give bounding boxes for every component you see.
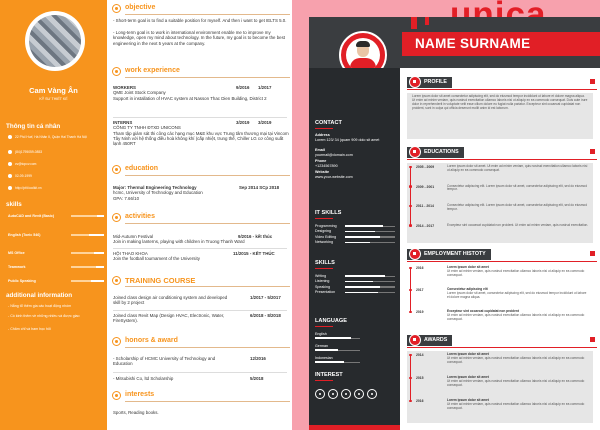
contact-website: http://ptit.toolkit.vn [8,186,104,190]
educations-header: EDUCATIONS [407,146,597,160]
skill-item [315,290,395,295]
contact-label: Email [315,148,325,152]
full-name: NAME SURNAME [415,36,531,51]
language-bar [315,362,360,363]
skills-heading: SKILLS [315,260,335,266]
skill-bar [345,286,395,287]
contact-item [315,133,395,142]
education-item: Major: Thermal Engineering Technology Sep 2014 SCp 2018 hcmc, University of Technology and Education GPA: 7.66/10 [113,185,280,201]
profile-header: PROFILE [407,76,597,90]
contact-email: cv@topcv.com [8,162,104,166]
awards-header: AWARDS [407,334,597,348]
skill-item [315,224,395,229]
graduation-cap-icon [409,146,421,158]
education-section-header: education [110,164,290,176]
camera-icon [328,389,338,399]
calendar-icon [8,174,12,178]
objective-text: - Short-term goal is to find a suitable position for myself. And then i want to get IELTS 5.0. [113,18,287,23]
timeline-years: 2014 - 2017 [416,223,435,228]
language-bar [315,350,360,351]
interest-icons [315,389,377,399]
skill-item [8,251,104,262]
timeline-dot [409,205,412,208]
skill-bar-fill [71,215,97,217]
timeline-years: 2016 [416,399,424,403]
skill-item [315,285,395,290]
skill-item [315,229,395,234]
skill-label: Teamwork [8,265,26,269]
timeline-years: 2011 - 2014 [416,204,434,208]
skill-bar [71,234,104,236]
skills-heading: skills [6,201,22,208]
skill-item [315,240,395,245]
skill-bar [71,280,104,282]
skill-label: Public Speaking [8,279,36,283]
skill-bar-fill [71,266,96,268]
skill-bar [345,236,395,237]
candidate-name: Cam Vàng Ân [29,86,78,95]
briefcase-icon [112,67,121,76]
work-item: INTERNS 3/2019 3/2019 CÔNG TY TNHH ĐTXD UNICONS Tham tập giám sát thi công các hạng mục M&E khu vực Trung tâm thương mại tại Vincom Tây Ninh với hệ thống điều hoà không khí (cấp nhiệt, trung thế, Chiller LG cơ công suất lạnh 450RT [113,120,289,147]
interest-heading: INTEREST [315,372,343,378]
contact-item [315,170,395,179]
contact-item [315,159,395,168]
timeline-desc: Consectetur adipiscing elit. Lorem ipsum dolor sit amet, consectetur adipiscing elit, sed do eiusmod tempor. [447,203,587,211]
skill-bar [71,266,104,268]
timeline-text [447,266,589,278]
info-item: - Có kinh thêm về những nhiều và được giao [8,314,80,318]
language-bar-fill [315,337,351,339]
skill-item [8,214,104,225]
timeline-years: 2005 - 2009 [416,165,435,169]
it-skills-heading: IT SKILLS [315,210,342,216]
timeline-item [407,266,593,287]
timeline-text [447,376,589,388]
training-item: Joined class Revit Map (Design HVAC, Electronic, Water, FireSystem). 6/2018 - 8/2018 [113,313,281,324]
pixelated-avatar [25,11,85,71]
skill-item [315,279,395,284]
info-item: - Chăm chỉ và ham học hỏi [8,327,51,331]
employment-header: EMPLOYMENT HISTOTY [407,248,597,262]
timeline-dot [409,224,412,227]
skill-bar [345,226,395,227]
contact-birthday: 02-09-1999 [8,174,104,178]
skill-label: Writing [315,274,327,278]
timeline-text [447,310,589,322]
timeline-title: Excepteur sint occaecat cupidatat non proident [447,309,519,313]
activity-item: Mid-Autumn Festival 9/2016 - kết thúc Join in making lanterns, playing with children in Truong Thanh Ward [113,234,273,245]
skill-label: Programming [315,224,337,228]
timeline-item [407,288,593,309]
timeline-desc: Consectetur adipiscing elit. Lorem ipsum dolor sit amet, consectetur adipiscing elit, sed do eiusmod tempor. [447,183,587,192]
language-label: German [315,344,328,348]
contact-value: +1234567890 [315,163,338,168]
skill-bar [345,231,395,232]
contact-label: Website [315,170,330,174]
skill-bar-fill [345,275,385,277]
orange-cv-main [110,0,292,430]
language-label: English [315,332,327,336]
logo-arc-icon [454,0,470,3]
email-icon [8,162,12,166]
contact-heading: Thông tin cá nhân [6,123,61,130]
right-main-column [400,68,600,430]
skill-bar-fill [71,234,89,236]
book-icon [112,276,121,285]
training-item: Joined class design air conditioning system and developed skill by 2 project 1/2017 - 5/2017 [113,295,281,306]
training-section-header: TRAINING COURSE [110,275,290,287]
objective-section-header: objective [110,3,290,15]
contact-value: yourmail@domain.com [315,152,353,157]
briefcase-icon [409,248,421,260]
timeline-desc: Ut enim ad minim veniam, quis nostrud exercitation ullamco laboris nisi ut aliquip ex ea commodo consequat. [447,401,585,410]
skill-label: AutoCAD and Revit (Basic) [8,214,55,218]
timeline-years: 2016 [416,266,424,270]
language-bar-fill [315,361,344,363]
book-icon [367,389,377,399]
user-icon [409,76,421,88]
timeline-text [447,165,589,173]
skill-item [8,265,104,276]
language-bar-fill [315,349,338,351]
timeline-desc: Ut enim ad minim veniam, quis nostrud exercitation ullamco laboris nisi ut aliquip ex ea commodo consequat. [447,312,585,321]
skill-bar [71,215,104,217]
dark-sidebar [309,68,400,430]
timeline-desc: Lorem ipsum dolor sit amet, consectetur adipiscing elit, sed do eiusmod tempor incididunt ut labore et dolore magna aliqua. [447,290,587,299]
skill-bar-fill [345,236,380,238]
timeline-dot [409,166,412,169]
contact-item [315,148,395,157]
timeline-text [447,288,589,300]
skill-bar-fill [71,252,94,254]
timeline-title: Lorem ipsum dolor sit amet [447,352,489,356]
skill-item [8,233,104,244]
contact-label: Phone [315,159,327,163]
timeline-desc: Ut enim ad minim veniam, quis nostrud exercitation ullamco laboris nisi ut aliquip ex ea commodo consequat. [447,355,585,364]
timeline-desc: Lorem ipsum dolor sit amet. Ut enim ad minim veniam, quis nostrud exercitation ullamco laboris nisi ut aliquip ex ea commodo consequat. [447,164,588,172]
timeline-dot [409,377,412,380]
timeline-text [447,204,589,212]
contact-label: Address [315,133,330,137]
skill-label: English (Toeic 546) [8,233,41,237]
timeline-item [407,310,593,331]
skill-label: Speaking [315,284,330,289]
objective-text: - Long-term goal is to work in international environment enable me to improve my knowledge, open my mind about technology. In the future, my goal is to become the best engineering in the next 5 years at the company. [113,30,285,46]
timeline-dot [409,267,412,270]
award-icon [112,337,121,346]
location-icon [8,135,12,139]
activities-section-header: activities [110,212,290,224]
timeline-desc: Ut enim ad minim veniam, quis nostrud exercitation ullamco laboris nisi ut aliquip ex ea commodo consequat. [447,268,585,277]
skill-label: Networking [315,240,333,245]
timeline-title: Lorem ipsum dolor sit amet [447,265,489,269]
contact-address: 22 Phố Huế, Hà Nhân II, Quận Hai Thanh Hà Nội [8,135,104,139]
music-icon [315,389,325,399]
timeline-years: 2017 [416,288,424,292]
candidate-role: KỸ SƯ THIẾT KẾ [39,97,68,101]
skill-bar-fill [71,280,91,282]
timeline-title: Consectetur adipiscing elit [447,287,488,291]
language-heading: LANGUAGE [315,318,348,324]
interests-text: Sports, Reading books. [113,410,159,415]
timeline-text [447,224,589,228]
language-item [315,356,395,365]
interests-section-header: interests [110,390,290,402]
timeline-item [407,204,593,223]
target-icon [112,4,121,13]
timeline-dot [409,185,412,188]
timeline-desc: Ut enim ad minim veniam, quis nostrud exercitation ullamco laboris nisi ut aliquip ex ea commodo consequat. [447,378,585,387]
timeline-item [407,376,593,398]
contact-value: www.your-website.com [315,174,353,179]
orange-cv-template [0,0,292,430]
additional-info-heading: additional information [6,292,73,299]
skill-bar-fill [345,286,380,288]
contact-heading: CONTACT [315,120,342,126]
honor-item: - Mitsubishi Co, ltd Scholarship 5/2018 [113,376,264,381]
info-item: - Nắng tổ thêm gia các hoạt động nhóm [8,304,72,308]
skill-bar [345,242,395,243]
profile-text: Lorem ipsum dolor sit amet consectetur adipiscing elit, sed do eiusmod tempor incididunt ut labore et dolore magna aliqua. Ut enim ad minim veniam, quis nostrud exercitation ullamco laboris nisi ut aliquip ex ea commodo consequat. Duis aute irure dolor in reprehenderit in voluptate velit esse cillum dolore eu fugiat nulla pariatur. Excepteur sint occaecat cupidatat non proident, sunt in culpa qui officia deserunt mollit anim id est laborum. [412,94,588,110]
skill-bar-fill [345,242,370,244]
orange-cv-sidebar [0,0,107,430]
skill-label: MS Office [8,251,25,255]
skill-bar [71,252,104,254]
activity-item: HỘI THAO KHOA 11/2015 - KẾT THÚC Join the football tournament of the University [113,251,275,262]
timeline-dot [409,289,412,292]
timeline-desc: Excepteur sint occaecat cupidatat non proident. Ut enim ad minim veniam, quis nostrud exercitation. [447,222,589,227]
timeline-text [447,353,589,365]
timeline-item [407,399,593,421]
honors-section-header: honors & award [110,336,290,348]
skill-item [315,235,395,240]
language-label: Indonesian [315,356,333,360]
timeline-item [407,165,593,184]
skill-bar-fill [345,281,373,283]
timeline-item [407,185,593,204]
honor-item: - Scholarship of HCMC University of Technology and Education 12/2016 [113,356,266,367]
skill-label: Listening [315,279,330,284]
trophy-icon [409,334,421,346]
timeline-item [407,224,593,243]
work-section-header: work experience [110,66,290,78]
timeline-title: Lorem ipsum dolor sit amet [447,398,489,402]
game-icon [354,389,364,399]
skill-bar [345,281,395,282]
skill-item [8,279,104,290]
skill-label: Presentation [315,290,336,295]
skill-label: Video Editing [315,234,337,239]
graduation-cap-icon [112,165,121,174]
globe-icon [8,186,12,190]
skill-bar [345,276,395,277]
timeline-text [447,185,589,193]
timeline-years: 2019 [416,310,424,314]
skill-label: Designing [315,229,331,234]
language-item [315,332,395,341]
timeline-dot [409,311,412,314]
skill-bar-fill [345,225,383,227]
work-item: WORKERS 9/2016 1/2017 QME Joint Stock Company Support in installation of HVAC system at Nasson Thac Dien Building, District 2 [113,85,272,101]
language-bar [315,338,360,339]
language-item [315,344,395,353]
timeline-years: 2009 - 2001 [416,184,435,189]
skill-bar-fill [345,292,378,294]
timeline-dot [409,354,412,357]
skill-bar-fill [345,231,375,233]
star-icon [112,213,121,222]
timeline-dot [409,400,412,403]
contact-phone: (84)1795059-0853 [8,150,104,154]
plane-icon [341,389,351,399]
phone-icon [8,150,12,154]
heart-icon [112,391,121,400]
timeline-item [407,353,593,375]
timeline-text [447,399,589,411]
timeline-years: 2015 [416,376,424,380]
timeline-years: 2014 [416,353,424,357]
red-dark-cv-template [309,17,600,430]
contact-value: Lorem 123/ 34 (quam 909 dolo sit amet [315,137,380,142]
timeline-title: Lorem ipsum dolor sit amet [447,375,489,379]
skill-item [315,274,395,279]
skill-bar [345,292,395,293]
